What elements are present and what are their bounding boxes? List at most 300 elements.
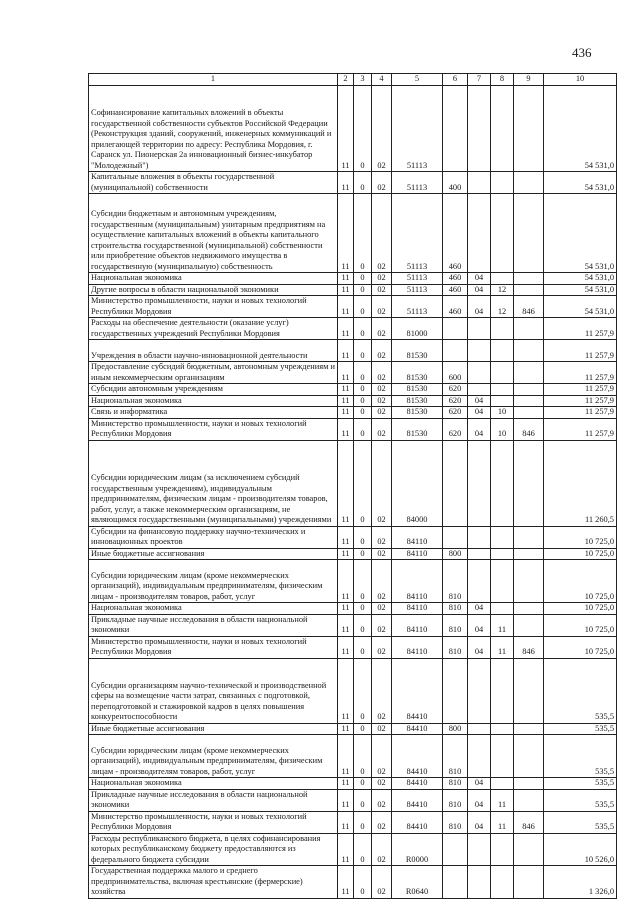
column-header: 9	[514, 74, 544, 86]
code-cell: 620	[443, 384, 468, 396]
code-cell: 04	[468, 407, 491, 419]
amount-cell: 54 531,0	[544, 296, 617, 318]
row-name-cell: Прикладные научные исследования в области национальной экономики	[89, 614, 338, 636]
code-cell	[468, 172, 491, 194]
code-cell	[468, 384, 491, 396]
code-cell: 04	[468, 603, 491, 615]
code-cell	[491, 440, 514, 526]
code-cell	[491, 86, 514, 172]
code-cell: 846	[514, 296, 544, 318]
code-cell: 84000	[392, 440, 443, 526]
code-cell: 84410	[392, 811, 443, 833]
code-cell	[514, 273, 544, 285]
row-name-cell: Расходы на обеспечение деятельности (оказание услуг) государственных учреждений Республики Мордовия	[89, 318, 338, 340]
code-cell: 81530	[392, 395, 443, 407]
code-cell: 84110	[392, 636, 443, 658]
budget-table	[88, 73, 617, 899]
code-cell: 02	[372, 407, 392, 419]
code-cell	[514, 362, 544, 384]
amount-cell: 11 257,9	[544, 384, 617, 396]
code-cell: 04	[468, 636, 491, 658]
amount-cell: 535,5	[544, 735, 617, 778]
code-cell: 51113	[392, 284, 443, 296]
code-cell	[514, 723, 544, 735]
code-cell	[514, 86, 544, 172]
code-cell: 10	[491, 418, 514, 440]
code-cell: 11	[338, 603, 354, 615]
code-cell: 0	[354, 811, 372, 833]
row-name-cell: Субсидии юридическим лицам (кроме некоммерческих организаций), индивидуальным предпринимателям, физическим лицам - производителям товаров, работ, услуг	[89, 560, 338, 603]
code-cell: 0	[354, 86, 372, 172]
code-cell: 02	[372, 614, 392, 636]
code-cell: 0	[354, 658, 372, 723]
code-cell: 846	[514, 418, 544, 440]
code-cell: 04	[468, 284, 491, 296]
table-row	[89, 172, 617, 194]
table-header-row	[89, 74, 617, 86]
code-cell	[468, 526, 491, 548]
code-cell	[514, 735, 544, 778]
code-cell: 810	[443, 636, 468, 658]
row-name-cell: Национальная экономика	[89, 778, 338, 790]
code-cell: 0	[354, 362, 372, 384]
code-cell: 11	[338, 526, 354, 548]
code-cell: 0	[354, 418, 372, 440]
code-cell	[514, 789, 544, 811]
code-cell: 02	[372, 526, 392, 548]
code-cell: 02	[372, 603, 392, 615]
column-header: 10	[544, 74, 617, 86]
code-cell: R0000	[392, 833, 443, 866]
code-cell: 51113	[392, 194, 443, 273]
code-cell: 0	[354, 789, 372, 811]
table-row	[89, 811, 617, 833]
amount-cell: 535,5	[544, 789, 617, 811]
amount-cell: 10 725,0	[544, 548, 617, 560]
row-name-cell: Иные бюджетные ассигнования	[89, 723, 338, 735]
code-cell: 400	[443, 172, 468, 194]
code-cell: 0	[354, 723, 372, 735]
row-name-cell: Другие вопросы в области национальной экономики	[89, 284, 338, 296]
code-cell: 800	[443, 723, 468, 735]
code-cell	[468, 735, 491, 778]
code-cell: 11	[338, 789, 354, 811]
code-cell: 11	[338, 362, 354, 384]
table-row	[89, 418, 617, 440]
code-cell: 0	[354, 395, 372, 407]
code-cell: 11	[338, 296, 354, 318]
table-row	[89, 789, 617, 811]
code-cell: 84410	[392, 778, 443, 790]
code-cell: 02	[372, 194, 392, 273]
code-cell: 11	[491, 636, 514, 658]
amount-cell: 11 260,5	[544, 440, 617, 526]
code-cell	[514, 603, 544, 615]
code-cell	[468, 548, 491, 560]
code-cell: 02	[372, 318, 392, 340]
code-cell	[491, 658, 514, 723]
code-cell: 460	[443, 194, 468, 273]
code-cell: 12	[491, 296, 514, 318]
code-cell: 0	[354, 273, 372, 285]
code-cell	[468, 362, 491, 384]
code-cell: 11	[491, 811, 514, 833]
code-cell	[514, 395, 544, 407]
code-cell	[468, 194, 491, 273]
code-cell: 02	[372, 440, 392, 526]
code-cell: 02	[372, 560, 392, 603]
code-cell: 02	[372, 172, 392, 194]
code-cell: 11	[338, 614, 354, 636]
code-cell: 0	[354, 172, 372, 194]
amount-cell: 535,5	[544, 723, 617, 735]
code-cell	[491, 273, 514, 285]
code-cell: 84410	[392, 658, 443, 723]
code-cell: 11	[338, 418, 354, 440]
table-row	[89, 362, 617, 384]
amount-cell: 11 257,9	[544, 418, 617, 440]
code-cell: 11	[338, 384, 354, 396]
code-cell: 0	[354, 526, 372, 548]
code-cell: 810	[443, 789, 468, 811]
code-cell: 02	[372, 833, 392, 866]
code-cell: 0	[354, 778, 372, 790]
code-cell: 11	[338, 284, 354, 296]
row-name-cell: Национальная экономика	[89, 603, 338, 615]
table-row	[89, 658, 617, 723]
code-cell	[491, 723, 514, 735]
amount-cell: 10 725,0	[544, 603, 617, 615]
code-cell: 10	[491, 407, 514, 419]
row-name-cell: Министерство промышленности, науки и новых технологий Республики Мордовия	[89, 296, 338, 318]
code-cell	[468, 833, 491, 866]
code-cell: R0640	[392, 866, 443, 899]
code-cell: 02	[372, 86, 392, 172]
table-row	[89, 407, 617, 419]
code-cell: 81530	[392, 418, 443, 440]
code-cell	[443, 340, 468, 362]
code-cell: 0	[354, 384, 372, 396]
code-cell: 04	[468, 296, 491, 318]
code-cell: 02	[372, 340, 392, 362]
code-cell: 460	[443, 273, 468, 285]
table-row	[89, 614, 617, 636]
code-cell	[468, 866, 491, 899]
code-cell: 11	[338, 86, 354, 172]
row-name-cell: Предоставление субсидий бюджетным, автономным учреждениям и иным некоммерческим организациям	[89, 362, 338, 384]
code-cell: 0	[354, 735, 372, 778]
code-cell: 600	[443, 362, 468, 384]
code-cell: 810	[443, 614, 468, 636]
code-cell	[514, 284, 544, 296]
amount-cell: 10 725,0	[544, 636, 617, 658]
row-name-cell: Учреждения в области научно-инновационной деятельности	[89, 340, 338, 362]
code-cell: 11	[338, 778, 354, 790]
row-name-cell: Субсидии бюджетным и автономным учреждениям, государственным (муниципальным) унитарным предприятиям на осуществление капитальных вложений в объекты капитального строительства государственной (муниципальной) собственности или приобретение объектов недвижимого имущества в государственную (муниципальную) собственность	[89, 194, 338, 273]
code-cell: 11	[338, 395, 354, 407]
code-cell	[514, 194, 544, 273]
code-cell: 846	[514, 811, 544, 833]
row-name-cell: Софинансирование капитальных вложений в объекты государственной собственности субъектов Российской Федерации (Реконструкция зданий, сооружений, инженерных коммуникаций и прилегающей территории по адресу: Республика Мордовия, г. Саранск ул. Пионерская 2а инновационный бизнес-инкубатор "Молодежный")	[89, 86, 338, 172]
code-cell: 11	[338, 833, 354, 866]
amount-cell: 11 257,9	[544, 395, 617, 407]
column-header: 7	[468, 74, 491, 86]
code-cell: 02	[372, 384, 392, 396]
code-cell	[514, 172, 544, 194]
table-row	[89, 440, 617, 526]
column-header: 8	[491, 74, 514, 86]
code-cell	[491, 603, 514, 615]
code-cell: 02	[372, 273, 392, 285]
amount-cell: 535,5	[544, 658, 617, 723]
code-cell	[443, 86, 468, 172]
code-cell: 0	[354, 440, 372, 526]
row-name-cell: Субсидии на финансовую поддержку научно-технических и инновационных проектов	[89, 526, 338, 548]
table-row	[89, 560, 617, 603]
code-cell	[468, 723, 491, 735]
code-cell: 04	[468, 418, 491, 440]
code-cell: 51113	[392, 296, 443, 318]
code-cell	[491, 866, 514, 899]
code-cell: 0	[354, 636, 372, 658]
code-cell: 11	[338, 658, 354, 723]
code-cell: 02	[372, 636, 392, 658]
code-cell: 11	[491, 789, 514, 811]
code-cell: 11	[338, 560, 354, 603]
amount-cell: 54 531,0	[544, 284, 617, 296]
code-cell: 51113	[392, 273, 443, 285]
amount-cell: 54 531,0	[544, 172, 617, 194]
code-cell: 51113	[392, 86, 443, 172]
code-cell: 84110	[392, 603, 443, 615]
code-cell: 620	[443, 418, 468, 440]
code-cell: 810	[443, 603, 468, 615]
code-cell	[491, 172, 514, 194]
code-cell	[491, 778, 514, 790]
code-cell: 620	[443, 407, 468, 419]
column-header: 2	[338, 74, 354, 86]
row-name-cell: Министерство промышленности, науки и новых технологий Республики Мордовия	[89, 811, 338, 833]
code-cell	[491, 833, 514, 866]
code-cell: 11	[491, 614, 514, 636]
column-header: 3	[354, 74, 372, 86]
code-cell	[443, 833, 468, 866]
code-cell: 846	[514, 636, 544, 658]
code-cell	[514, 440, 544, 526]
code-cell: 02	[372, 296, 392, 318]
code-cell: 11	[338, 723, 354, 735]
code-cell: 11	[338, 172, 354, 194]
code-cell	[468, 658, 491, 723]
code-cell: 0	[354, 833, 372, 866]
code-cell	[443, 526, 468, 548]
code-cell: 02	[372, 811, 392, 833]
code-cell	[468, 440, 491, 526]
amount-cell: 10 725,0	[544, 560, 617, 603]
code-cell	[514, 833, 544, 866]
code-cell	[514, 318, 544, 340]
code-cell	[443, 866, 468, 899]
table-row	[89, 384, 617, 396]
code-cell: 11	[338, 340, 354, 362]
amount-cell: 535,5	[544, 811, 617, 833]
table-body	[89, 86, 617, 899]
row-name-cell: Субсидии юридическим лицам (кроме некоммерческих организаций), индивидуальным предпринимателям, физическим лицам - производителям товаров, работ, услуг	[89, 735, 338, 778]
code-cell	[514, 407, 544, 419]
code-cell: 11	[338, 735, 354, 778]
code-cell	[491, 318, 514, 340]
table-row	[89, 526, 617, 548]
table-row	[89, 603, 617, 615]
page-number: 436	[572, 45, 592, 60]
code-cell	[491, 362, 514, 384]
code-cell: 81530	[392, 407, 443, 419]
code-cell: 81000	[392, 318, 443, 340]
column-header: 6	[443, 74, 468, 86]
code-cell	[491, 384, 514, 396]
amount-cell: 10 725,0	[544, 526, 617, 548]
table-row	[89, 284, 617, 296]
code-cell: 11	[338, 636, 354, 658]
code-cell: 84410	[392, 723, 443, 735]
code-cell: 02	[372, 395, 392, 407]
code-cell	[443, 658, 468, 723]
amount-cell: 54 531,0	[544, 86, 617, 172]
row-name-cell: Иные бюджетные ассигнования	[89, 548, 338, 560]
code-cell: 0	[354, 407, 372, 419]
code-cell	[491, 340, 514, 362]
code-cell: 02	[372, 658, 392, 723]
code-cell: 84110	[392, 526, 443, 548]
row-name-cell: Связь и информатика	[89, 407, 338, 419]
amount-cell: 10 725,0	[544, 614, 617, 636]
code-cell: 02	[372, 735, 392, 778]
table-row	[89, 723, 617, 735]
row-name-cell: Расходы республиканского бюджета, в целях софинансирования которых республиканскому бюджету предоставляются из федерального бюджета субсидии	[89, 833, 338, 866]
code-cell: 0	[354, 296, 372, 318]
code-cell: 02	[372, 284, 392, 296]
amount-cell: 11 257,9	[544, 340, 617, 362]
code-cell: 11	[338, 407, 354, 419]
code-cell: 0	[354, 866, 372, 899]
code-cell: 11	[338, 811, 354, 833]
code-cell: 81530	[392, 340, 443, 362]
row-name-cell: Министерство промышленности, науки и новых технологий Республики Мордовия	[89, 636, 338, 658]
code-cell	[443, 440, 468, 526]
row-name-cell: Субсидии организациям научно-технической и производственной сферы на возмещение части затрат, связанных с подготовкой, переподготовкой и стажировкой кадров в целях повышения конкурентоспособности	[89, 658, 338, 723]
code-cell: 0	[354, 284, 372, 296]
table-row	[89, 318, 617, 340]
table-row	[89, 866, 617, 899]
row-name-cell: Субсидии юридическим лицам (за исключением субсидий государственным учреждениям), индивидуальным предпринимателям, физическим лицам - производителям товаров, работ, услуг, а также некоммерческим организациям, не являющимся государственными (муниципальными) учреждениями	[89, 440, 338, 526]
code-cell	[468, 318, 491, 340]
code-cell: 11	[338, 318, 354, 340]
code-cell	[514, 548, 544, 560]
code-cell: 04	[468, 273, 491, 285]
table-row	[89, 340, 617, 362]
code-cell: 810	[443, 560, 468, 603]
code-cell: 04	[468, 614, 491, 636]
table-row	[89, 636, 617, 658]
table-row	[89, 395, 617, 407]
code-cell: 84410	[392, 735, 443, 778]
code-cell	[514, 560, 544, 603]
code-cell	[491, 395, 514, 407]
code-cell: 84410	[392, 789, 443, 811]
code-cell: 11	[338, 548, 354, 560]
table-row	[89, 735, 617, 778]
amount-cell: 54 531,0	[544, 194, 617, 273]
row-name-cell: Субсидии автономным учреждениям	[89, 384, 338, 396]
code-cell	[514, 614, 544, 636]
code-cell: 02	[372, 866, 392, 899]
code-cell: 11	[338, 194, 354, 273]
code-cell: 02	[372, 789, 392, 811]
code-cell: 11	[338, 440, 354, 526]
code-cell: 81530	[392, 362, 443, 384]
table-row	[89, 194, 617, 273]
code-cell: 02	[372, 418, 392, 440]
table-row	[89, 833, 617, 866]
code-cell	[514, 384, 544, 396]
code-cell: 11	[338, 866, 354, 899]
code-cell	[468, 560, 491, 603]
code-cell: 84110	[392, 548, 443, 560]
code-cell	[443, 318, 468, 340]
code-cell: 02	[372, 723, 392, 735]
code-cell: 0	[354, 548, 372, 560]
column-header: 1	[89, 74, 338, 86]
code-cell	[468, 340, 491, 362]
row-name-cell: Национальная экономика	[89, 273, 338, 285]
code-cell	[514, 866, 544, 899]
code-cell: 02	[372, 362, 392, 384]
table-row	[89, 778, 617, 790]
code-cell	[491, 526, 514, 548]
code-cell: 02	[372, 548, 392, 560]
table-row	[89, 296, 617, 318]
code-cell: 0	[354, 560, 372, 603]
code-cell: 11	[338, 273, 354, 285]
code-cell: 0	[354, 603, 372, 615]
amount-cell: 11 257,9	[544, 407, 617, 419]
code-cell	[514, 658, 544, 723]
code-cell	[514, 340, 544, 362]
code-cell: 800	[443, 548, 468, 560]
code-cell: 84110	[392, 614, 443, 636]
code-cell: 51113	[392, 172, 443, 194]
code-cell: 84110	[392, 560, 443, 603]
amount-cell: 10 526,0	[544, 833, 617, 866]
amount-cell: 11 257,9	[544, 362, 617, 384]
row-name-cell: Национальная экономика	[89, 395, 338, 407]
code-cell: 0	[354, 194, 372, 273]
table-row	[89, 86, 617, 172]
table-row	[89, 548, 617, 560]
code-cell: 810	[443, 735, 468, 778]
code-cell: 0	[354, 318, 372, 340]
amount-cell: 535,5	[544, 778, 617, 790]
code-cell	[491, 548, 514, 560]
column-header: 4	[372, 74, 392, 86]
column-header: 5	[392, 74, 443, 86]
code-cell: 460	[443, 296, 468, 318]
code-cell: 81530	[392, 384, 443, 396]
row-name-cell: Государственная поддержка малого и среднего предпринимательства, включая крестьянские (фермерские) хозяйства	[89, 866, 338, 899]
code-cell	[491, 194, 514, 273]
code-cell: 460	[443, 284, 468, 296]
code-cell: 04	[468, 778, 491, 790]
